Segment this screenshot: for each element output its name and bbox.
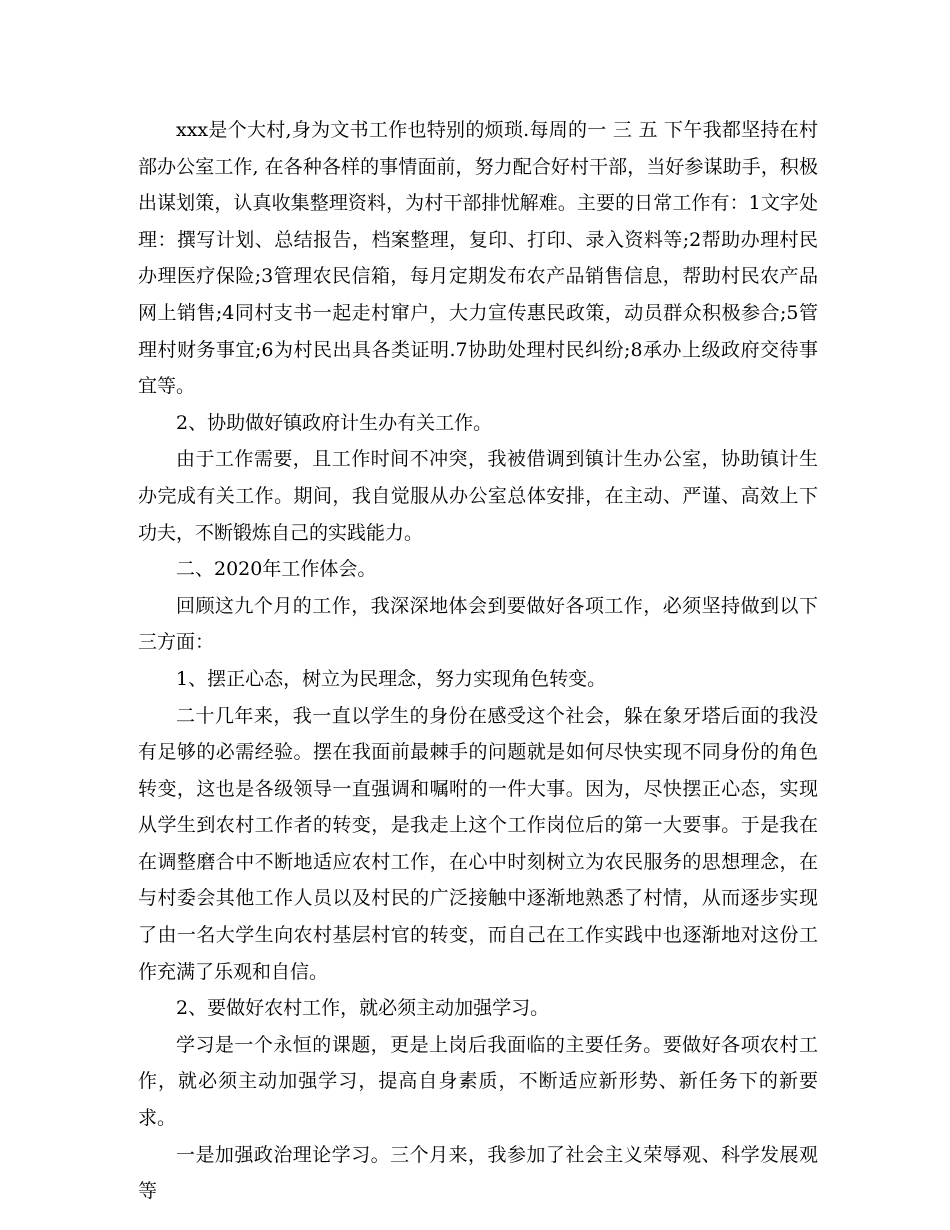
- document-page: [138, 112, 818, 1210]
- paragraph-political-theory: 一是加强政治理论学习。三个月来，我参加了社会主义荣辱观、科学发展观等: [138, 1143, 818, 1203]
- paragraph-village-clerk-duties: xxx是个大村,身为文书工作也特别的烦琐.每周的一 三 五 下午我都坚持在村部办公室工作, 在各种各样的事情面前，努力配合好村干部，当好参谋助手，积极出谋划策，认真收集整理资料，为村干部排忧解难。主要的日常工作有：1文字处理：撰写计划、总结报告，档案整理，复印、打印、录入资料等;2帮助办理村民办理医疗保险;3管理农民信箱，每月定期发布农产品销售信息，帮助村民农产品网上销售;4同村支书一起走村窜户，大力宣传惠民政策，动员群众积极参合;5管理村财务事宜;6为村民出具各类证明.7协助处理村民纠纷;8承办上级政府交待事宜等。: [138, 119, 818, 398]
- heading-learning: 2、要做好农村工作，就必须主动加强学习。: [176, 997, 550, 1020]
- paragraph-learning: 学习是一个永恒的课题，更是上岗后我面临的主要任务。要做好各项农村工作，就必须主动加强学习，提高自身素质，不断适应新形势、新任务下的新要求。: [138, 1033, 818, 1130]
- paragraph-family-planning-work: 由于工作需要，且工作时间不冲突，我被借调到镇计生办公室，协助镇计生办完成有关工作。期间，我自觉服从办公室总体安排，在主动、严谨、高效上下功夫，不断锻炼自己的实践能力。: [138, 448, 818, 544]
- paragraph-role-transition: 二十几年来，我一直以学生的身份在感受这个社会，躲在象牙塔后面的我没有足够的必需经验。摆在我面前最棘手的问题就是如何尽快实现不同身份的角色转变，这也是各级领导一直强调和嘱咐的一件大事。因为，尽快摆正心态，实现从学生到农村工作者的转变，是我走上这个工作岗位后的第一大要事。于是我在在调整磨合中不断地适应农村工作，在心中时刻树立为农民服务的思想理念，在与村委会其他工作人员以及村民的广泛接触中逐渐地熟悉了村情，从而逐步实现了由一名大学生向农村基层村官的转变，而自己在工作实践中也逐渐地对这份工作充满了乐观和自信。: [138, 704, 818, 983]
- heading-family-planning-assist: 2、协助做好镇政府计生办有关工作。: [176, 411, 493, 434]
- heading-mindset: 1、摆正心态，树立为民理念，努力实现角色转变。: [176, 667, 607, 690]
- paragraph-review-intro: 回顾这九个月的工作，我深深地体会到要做好各项工作，必须坚持做到以下三方面：: [138, 594, 818, 654]
- heading-work-experience: 二、2020年工作体会。: [176, 558, 377, 581]
